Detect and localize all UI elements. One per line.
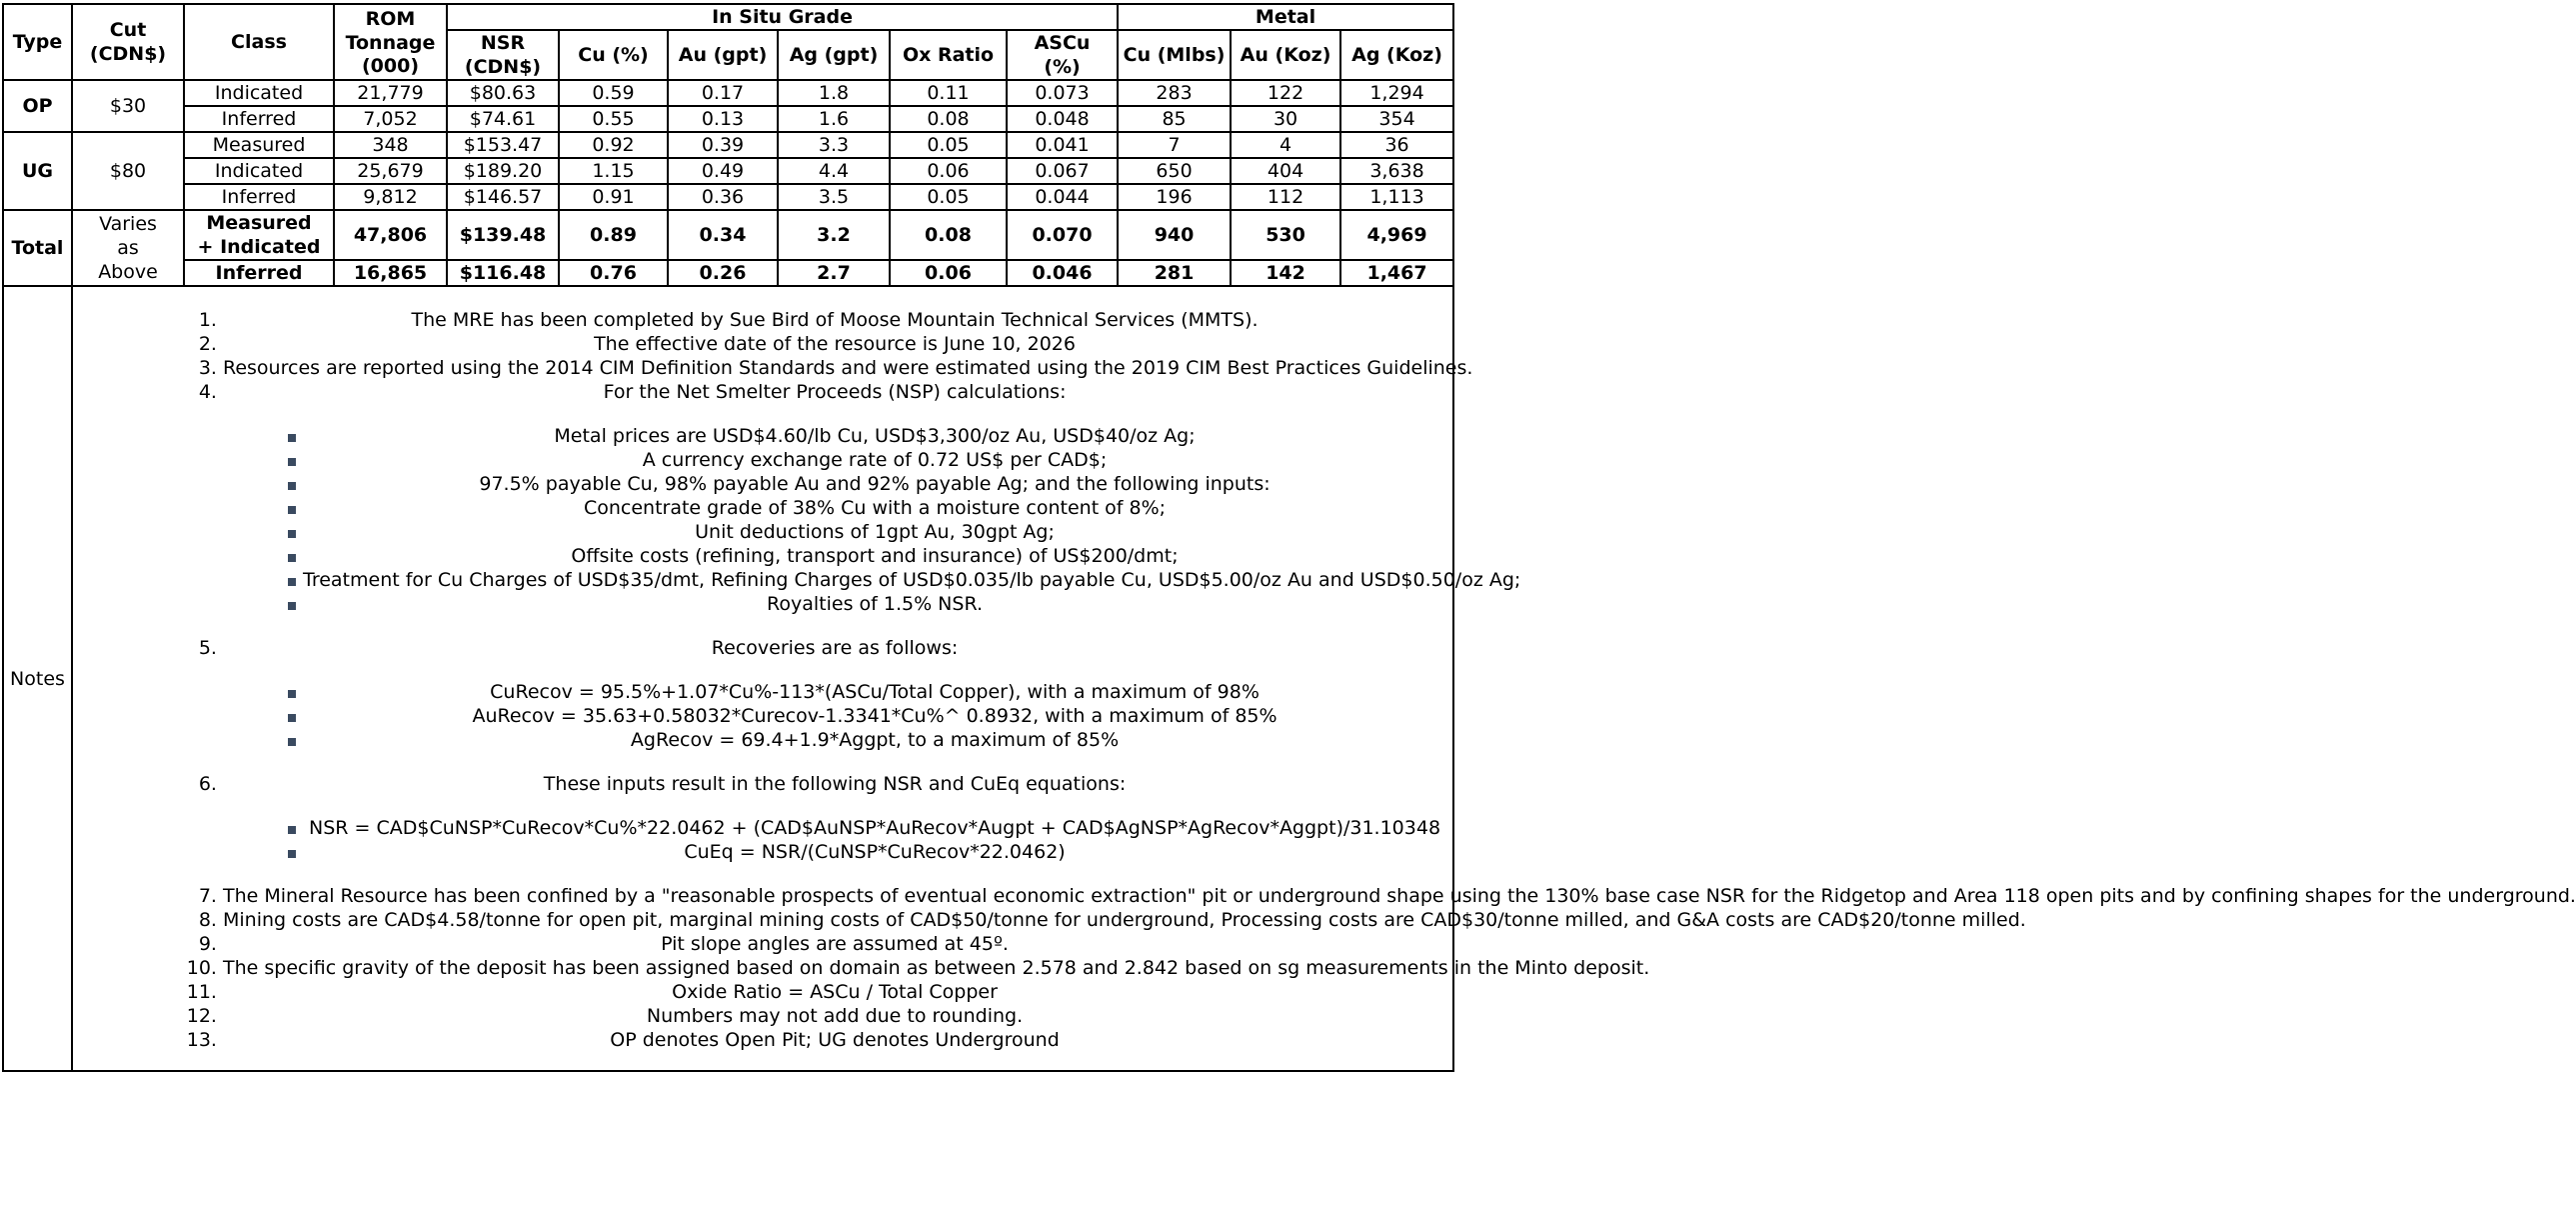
table-row (3, 158, 1453, 184)
mineral-resource-table (2, 3, 2576, 1072)
cell-au-koz: 4 (1231, 132, 1340, 158)
note-sublist (303, 680, 1446, 752)
cell-ag: 3.5 (778, 184, 890, 210)
cell-ox: 0.05 (890, 184, 1007, 210)
cell-nsr: $189.20 (447, 158, 559, 184)
cell-ox: 0.06 (890, 158, 1007, 184)
row-cut: $30 (72, 80, 184, 132)
notes-list (73, 308, 2576, 1052)
square-bullet-icon (288, 850, 296, 858)
cell-class: Inferred (184, 260, 334, 286)
table-row (3, 260, 1453, 286)
note-sublist (303, 816, 1446, 864)
cell-ag: 4.4 (778, 158, 890, 184)
note-item: 10. The specific gravity of the deposit has been assigned based on domain as between 2.578 and 2.842 based on sg measurements in the Minto deposit. (223, 956, 1446, 980)
cell-ascu: 0.073 (1007, 80, 1118, 106)
note-item: 4. For the Net Smelter Proceeds (NSP) calculations: Metal prices are USD$4.60/lb Cu, USD$3,300/oz Au, USD$40/oz Ag; A currency exchange rate of 0.72 US$ per CAD$; 97.5% payable Cu, 98% payable Au and 92% payable Ag; and the following inputs: Concentrate grade of 38% Cu with a moisture content of 8%; Unit deductions of 1gpt Au, 30gpt Ag; Offsite costs (refining, transport and insurance) of US$200/dmt; Treatment for Cu Charges of USD$35/dmt, Refining Charges of USD$0.035/lb payable Cu, USD$5.00/oz Au and USD$0.50/oz Ag; Royalties of 1.5% NSR. (223, 380, 1446, 616)
cell-tonnage: 21,779 (334, 80, 447, 106)
cell-ag-koz: 4,969 (1340, 210, 1453, 260)
cell-nsr: $153.47 (447, 132, 559, 158)
header-ag-koz: Ag (Koz) (1340, 30, 1453, 80)
cell-ox: 0.08 (890, 210, 1007, 260)
cell-au-koz: 30 (1231, 106, 1340, 132)
cell-ag-koz: 1,294 (1340, 80, 1453, 106)
cell-ag: 1.8 (778, 80, 890, 106)
cell-class: Measured + Indicated (184, 210, 334, 260)
cell-ag: 2.7 (778, 260, 890, 286)
cell-class: Indicated (184, 158, 334, 184)
row-type: UG (3, 132, 72, 210)
cell-ascu: 0.046 (1007, 260, 1118, 286)
group-op (3, 80, 1453, 132)
cell-au: 0.34 (668, 210, 778, 260)
cell-ag-koz: 3,638 (1340, 158, 1453, 184)
sub-item: Concentrate grade of 38% Cu with a moisture content of 8%; (303, 496, 1446, 520)
cell-cu: 0.89 (559, 210, 668, 260)
cell-ox: 0.11 (890, 80, 1007, 106)
header-nsr: NSR (CDN$) (447, 30, 559, 80)
cell-class: Inferred (184, 184, 334, 210)
table-row (3, 106, 1453, 132)
cell-au-koz: 404 (1231, 158, 1340, 184)
cell-nsr: $74.61 (447, 106, 559, 132)
cell-ox: 0.08 (890, 106, 1007, 132)
cell-cu-mlbs: 283 (1118, 80, 1231, 106)
header-metal: Metal (1118, 4, 1453, 30)
cell-au-koz: 142 (1231, 260, 1340, 286)
cell-tonnage: 7,052 (334, 106, 447, 132)
notes-section (3, 286, 2576, 1071)
note-item: 12. Numbers may not add due to rounding. (223, 1004, 1446, 1028)
cell-au: 0.49 (668, 158, 778, 184)
note-item: 11. Oxide Ratio = ASCu / Total Copper (223, 980, 1446, 1004)
note-item: 3. Resources are reported using the 2014 CIM Definition Standards and were estimated using the 2019 CIM Best Practices Guidelines. (223, 356, 1446, 380)
notes-content (72, 286, 2576, 1071)
sub-item: Unit deductions of 1gpt Au, 30gpt Ag; (303, 520, 1446, 544)
square-bullet-icon (288, 690, 296, 698)
square-bullet-icon (288, 530, 296, 538)
cell-ascu: 0.070 (1007, 210, 1118, 260)
note-sublist (303, 424, 1521, 616)
cell-ascu: 0.044 (1007, 184, 1118, 210)
square-bullet-icon (288, 506, 296, 514)
sub-item: 97.5% payable Cu, 98% payable Au and 92% payable Ag; and the following inputs: (303, 472, 1446, 496)
cell-nsr: $116.48 (447, 260, 559, 286)
cell-au: 0.13 (668, 106, 778, 132)
table-header (3, 4, 1453, 80)
sub-item: Treatment for Cu Charges of USD$35/dmt, Refining Charges of USD$0.035/lb payable Cu, USD$5.00/oz Au and USD$0.50/oz Ag; (303, 568, 1446, 592)
cell-au: 0.26 (668, 260, 778, 286)
sub-item: CuEq = NSR/(CuNSP*CuRecov*22.0462) (303, 840, 1446, 864)
cell-au: 0.39 (668, 132, 778, 158)
cell-ag-koz: 1,467 (1340, 260, 1453, 286)
cell-cu: 0.91 (559, 184, 668, 210)
cell-cu: 0.92 (559, 132, 668, 158)
header-cut: Cut (CDN$) (72, 4, 184, 80)
note-item: 13. OP denotes Open Pit; UG denotes Underground (223, 1028, 1446, 1052)
cell-cu-mlbs: 281 (1118, 260, 1231, 286)
cell-ag-koz: 354 (1340, 106, 1453, 132)
cell-ascu: 0.041 (1007, 132, 1118, 158)
square-bullet-icon (288, 578, 296, 586)
cell-cu-mlbs: 7 (1118, 132, 1231, 158)
header-ascu: ASCu (%) (1007, 30, 1118, 80)
square-bullet-icon (288, 482, 296, 490)
square-bullet-icon (288, 434, 296, 442)
sub-item: NSR = CAD$CuNSP*CuRecov*Cu%*22.0462 + (CAD$AuNSP*AuRecov*Augpt + CAD$AgNSP*AgRecov*Aggpt)/31.10348 (303, 816, 1446, 840)
row-type: Total (3, 210, 72, 286)
cell-ag-koz: 36 (1340, 132, 1453, 158)
header-ox-ratio: Ox Ratio (890, 30, 1007, 80)
sub-item: Offsite costs (refining, transport and insurance) of US$200/dmt; (303, 544, 1446, 568)
note-item: 8. Mining costs are CAD$4.58/tonne for open pit, marginal mining costs of CAD$50/tonne for underground, Processing costs are CAD$30/tonne milled, and G&A costs are CAD$20/tonne milled. (223, 908, 1446, 932)
cell-cu-mlbs: 650 (1118, 158, 1231, 184)
row-cut: Varies as Above (72, 210, 184, 286)
header-cu-mlbs: Cu (Mlbs) (1118, 30, 1231, 80)
square-bullet-icon (288, 738, 296, 746)
cell-cu-mlbs: 85 (1118, 106, 1231, 132)
cell-nsr: $146.57 (447, 184, 559, 210)
cell-cu: 1.15 (559, 158, 668, 184)
cell-ascu: 0.048 (1007, 106, 1118, 132)
cell-tonnage: 47,806 (334, 210, 447, 260)
square-bullet-icon (288, 714, 296, 722)
square-bullet-icon (288, 602, 296, 610)
table-row (3, 80, 1453, 106)
header-type: Type (3, 4, 72, 80)
note-item: 1. The MRE has been completed by Sue Bird of Moose Mountain Technical Services (MMTS). (223, 308, 1446, 332)
note-item: 6. These inputs result in the following NSR and CuEq equations: NSR = CAD$CuNSP*CuRecov*Cu%*22.0462 + (CAD$AuNSP*AuRecov*Augpt + CAD$AgNSP*AgRecov*Aggpt)/31.10348 CuEq = NSR/(CuNSP*CuRecov*22.0462) (223, 772, 1446, 864)
note-item: 7. The Mineral Resource has been confined by a "reasonable prospects of eventual economic extraction" pit or underground shape using the 130% base case NSR for the Ridgetop and Area 118 open pits and by confining shapes for the underground. (223, 884, 1446, 908)
cell-tonnage: 9,812 (334, 184, 447, 210)
note-item: 9. Pit slope angles are assumed at 45º. (223, 932, 1446, 956)
cell-ag-koz: 1,113 (1340, 184, 1453, 210)
group-total (3, 210, 1453, 286)
cell-ag: 3.3 (778, 132, 890, 158)
square-bullet-icon (288, 458, 296, 466)
cell-ox: 0.05 (890, 132, 1007, 158)
header-class: Class (184, 4, 334, 80)
cell-nsr: $139.48 (447, 210, 559, 260)
cell-au-koz: 122 (1231, 80, 1340, 106)
sub-item: AgRecov = 69.4+1.9*Aggpt, to a maximum of 85% (303, 728, 1446, 752)
header-au: Au (gpt) (668, 30, 778, 80)
group-ug (3, 132, 1453, 210)
cell-class: Indicated (184, 80, 334, 106)
cell-class: Measured (184, 132, 334, 158)
table-row (3, 210, 1453, 260)
cell-ox: 0.06 (890, 260, 1007, 286)
cell-tonnage: 16,865 (334, 260, 447, 286)
cell-cu: 0.55 (559, 106, 668, 132)
square-bullet-icon (288, 554, 296, 562)
table-row (3, 132, 1453, 158)
square-bullet-icon (288, 826, 296, 834)
cell-cu: 0.76 (559, 260, 668, 286)
cell-tonnage: 348 (334, 132, 447, 158)
cell-au-koz: 530 (1231, 210, 1340, 260)
cell-ag: 1.6 (778, 106, 890, 132)
row-type: OP (3, 80, 72, 132)
note-item: 2. The effective date of the resource is June 10, 2026 (223, 332, 1446, 356)
sub-item: Royalties of 1.5% NSR. (303, 592, 1446, 616)
header-au-koz: Au (Koz) (1231, 30, 1340, 80)
sub-item: CuRecov = 95.5%+1.07*Cu%-113*(ASCu/Total Copper), with a maximum of 98% (303, 680, 1446, 704)
cell-au: 0.36 (668, 184, 778, 210)
sub-item: A currency exchange rate of 0.72 US$ per CAD$; (303, 448, 1446, 472)
row-cut: $80 (72, 132, 184, 210)
cell-nsr: $80.63 (447, 80, 559, 106)
cell-au: 0.17 (668, 80, 778, 106)
header-in-situ-grade: In Situ Grade (447, 4, 1118, 30)
cell-ag: 3.2 (778, 210, 890, 260)
cell-cu: 0.59 (559, 80, 668, 106)
sub-item: AuRecov = 35.63+0.58032*Curecov-1.3341*Cu%^ 0.8932, with a maximum of 85% (303, 704, 1446, 728)
header-ag: Ag (gpt) (778, 30, 890, 80)
cell-class: Inferred (184, 106, 334, 132)
notes-label: Notes (3, 286, 72, 1071)
header-cu: Cu (%) (559, 30, 668, 80)
cell-au-koz: 112 (1231, 184, 1340, 210)
header-rom-tonnage: ROM Tonnage (000) (334, 4, 447, 80)
sub-item: Metal prices are USD$4.60/lb Cu, USD$3,300/oz Au, USD$40/oz Ag; (303, 424, 1446, 448)
cell-ascu: 0.067 (1007, 158, 1118, 184)
note-item: 5. Recoveries are as follows: CuRecov = 95.5%+1.07*Cu%-113*(ASCu/Total Copper), with a maximum of 98% AuRecov = 35.63+0.58032*Curecov-1.3341*Cu%^ 0.8932, with a maximum of 85% AgRecov = 69.4+1.9*Aggpt, to a maximum of 85% (223, 636, 1446, 752)
table-row (3, 184, 1453, 210)
cell-cu-mlbs: 196 (1118, 184, 1231, 210)
cell-cu-mlbs: 940 (1118, 210, 1231, 260)
cell-tonnage: 25,679 (334, 158, 447, 184)
